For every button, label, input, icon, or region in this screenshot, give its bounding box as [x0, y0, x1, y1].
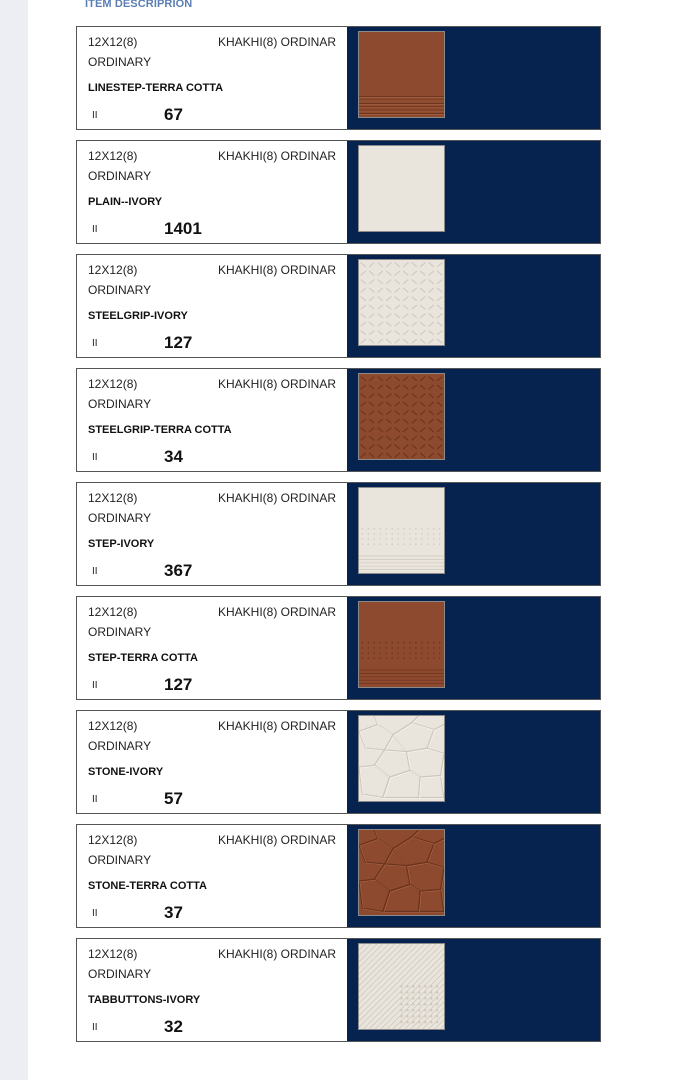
- item-card: [76, 368, 601, 472]
- item-info: [77, 255, 347, 357]
- item-size: 12X12(8): [88, 947, 138, 961]
- item-quality: ORDINARY: [88, 397, 152, 411]
- item-category: KHAKHI(8) ORDINAR: [218, 35, 337, 49]
- item-quantity: 37: [164, 903, 183, 922]
- item-category: KHAKHI(8) ORDINAR: [218, 149, 337, 163]
- item-info: [77, 27, 347, 129]
- tile-panel: [347, 483, 600, 585]
- item-grade: II: [92, 1022, 98, 1033]
- item-size: 12X12(8): [88, 833, 138, 847]
- tile-panel: [347, 597, 600, 699]
- tile-panel: [347, 711, 600, 813]
- item-size: 12X12(8): [88, 149, 138, 163]
- item-card: [76, 26, 601, 130]
- item-grade: II: [92, 908, 98, 919]
- item-card: [76, 824, 601, 928]
- item-grade: II: [92, 338, 98, 349]
- item-card: [76, 938, 601, 1042]
- item-quantity: 32: [164, 1017, 183, 1036]
- item-name: STEP-IVORY: [88, 538, 155, 550]
- item-size: 12X12(8): [88, 377, 138, 391]
- tile-image: [358, 31, 445, 118]
- item-info: [77, 483, 347, 585]
- document-page: [28, 0, 685, 1080]
- item-size: 12X12(8): [88, 491, 138, 505]
- item-info: [77, 939, 347, 1041]
- item-size: 12X12(8): [88, 263, 138, 277]
- item-size: 12X12(8): [88, 605, 138, 619]
- item-quality: ORDINARY: [88, 967, 152, 981]
- item-name: STEP-TERRA COTTA: [88, 652, 198, 664]
- item-category: KHAKHI(8) ORDINAR: [218, 605, 337, 619]
- item-category: KHAKHI(8) ORDINAR: [218, 491, 337, 505]
- tile-panel: [347, 825, 600, 927]
- item-size: 12X12(8): [88, 35, 138, 49]
- item-card: [76, 254, 601, 358]
- tile-image: [358, 601, 445, 688]
- tile-panel: [347, 369, 600, 471]
- item-card: [76, 710, 601, 814]
- tile-image: [358, 829, 445, 916]
- item-category: KHAKHI(8) ORDINAR: [218, 833, 337, 847]
- item-info: [77, 369, 347, 471]
- section-heading: ITEM DESCRIPRION: [85, 0, 193, 10]
- item-card: [76, 482, 601, 586]
- item-card: [76, 596, 601, 700]
- item-quantity: 57: [164, 789, 183, 808]
- item-grade: II: [92, 110, 98, 121]
- item-info: [77, 141, 347, 243]
- item-name: TABBUTTONS-IVORY: [88, 994, 201, 1006]
- item-quality: ORDINARY: [88, 739, 152, 753]
- item-category: KHAKHI(8) ORDINAR: [218, 947, 337, 961]
- tile-image: [358, 487, 445, 574]
- item-quality: ORDINARY: [88, 169, 152, 183]
- item-name: PLAIN--IVORY: [88, 196, 163, 208]
- tile-panel: [347, 939, 600, 1041]
- item-quantity: 34: [164, 447, 183, 466]
- item-grade: II: [92, 794, 98, 805]
- item-quantity: 1401: [164, 219, 202, 238]
- item-grade: II: [92, 566, 98, 577]
- item-name: LINESTEP-TERRA COTTA: [88, 82, 224, 94]
- item-quality: ORDINARY: [88, 625, 152, 639]
- item-quantity: 67: [164, 105, 183, 124]
- tile-image: [358, 373, 445, 460]
- item-quantity: 127: [164, 333, 193, 352]
- item-name: STONE-TERRA COTTA: [88, 880, 207, 892]
- item-quality: ORDINARY: [88, 853, 152, 867]
- item-name: STEELGRIP-TERRA COTTA: [88, 424, 232, 436]
- item-quantity: 367: [164, 561, 193, 580]
- item-quality: ORDINARY: [88, 283, 152, 297]
- item-card: [76, 140, 601, 244]
- item-info: [77, 825, 347, 927]
- item-size: 12X12(8): [88, 719, 138, 733]
- tile-image: [358, 259, 445, 346]
- tile-panel: [347, 141, 600, 243]
- item-category: KHAKHI(8) ORDINAR: [218, 719, 337, 733]
- item-quantity: 127: [164, 675, 193, 694]
- tile-image: [358, 715, 445, 802]
- item-grade: II: [92, 224, 98, 235]
- item-name: STEELGRIP-IVORY: [88, 310, 188, 322]
- item-category: KHAKHI(8) ORDINAR: [218, 263, 337, 277]
- tile-panel: [347, 255, 600, 357]
- item-info: [77, 597, 347, 699]
- tile-image: [358, 145, 445, 232]
- item-grade: II: [92, 680, 98, 691]
- tile-panel: [347, 27, 600, 129]
- item-name: STONE-IVORY: [88, 766, 164, 778]
- item-category: KHAKHI(8) ORDINAR: [218, 377, 337, 391]
- item-info: [77, 711, 347, 813]
- item-quality: ORDINARY: [88, 511, 152, 525]
- item-grade: II: [92, 452, 98, 463]
- tile-image: [358, 943, 445, 1030]
- item-quality: ORDINARY: [88, 55, 152, 69]
